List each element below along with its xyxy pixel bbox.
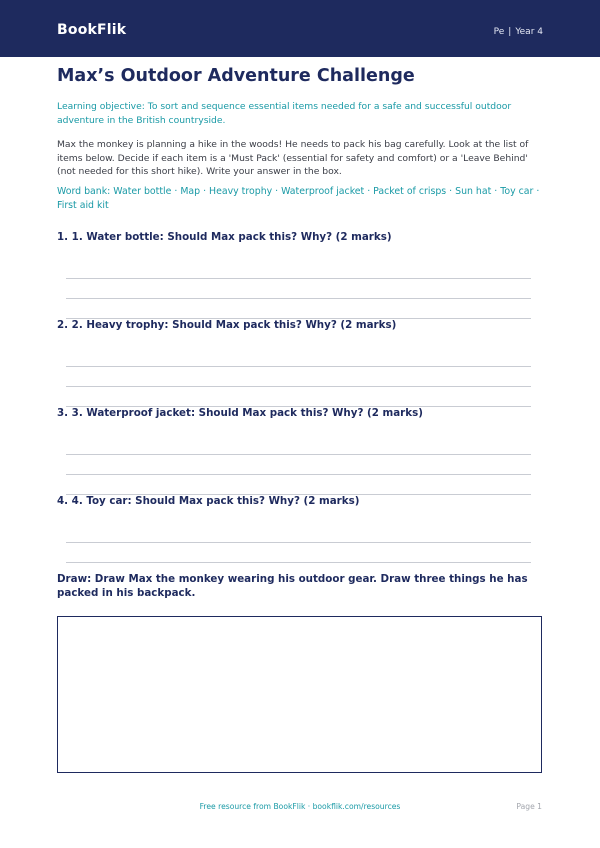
question-3: 3. 3. Waterproof jacket: Should Max pack this? Why? (2 marks) <box>57 407 423 419</box>
answer-line[interactable] <box>66 454 531 455</box>
brand-logo[interactable]: BookFlik <box>57 22 127 38</box>
answer-line[interactable] <box>66 366 531 367</box>
header-meta <box>494 27 543 37</box>
header-bar <box>0 0 600 57</box>
question-1: 1. 1. Water bottle: Should Max pack this? Why? (2 marks) <box>57 231 392 243</box>
answer-line[interactable] <box>66 542 531 543</box>
answer-line[interactable] <box>66 298 531 299</box>
intro-text: Max the monkey is planning a hike in the woods! He needs to pack his bag carefully. Look at the list of items below. Decide if each item is a 'Must Pack' (essential for safety and comfort) or a 'Leave Behind' (not needed for this short hike). Write your answer in the box. <box>57 139 529 177</box>
question-2: 2. 2. Heavy trophy: Should Max pack this? Why? (2 marks) <box>57 319 397 331</box>
question-4: 4. 4. Toy car: Should Max pack this? Why? (2 marks) <box>57 495 360 507</box>
year-label: Year 4 <box>515 27 543 37</box>
answer-line[interactable] <box>66 562 531 563</box>
page-number: Page 1 <box>516 802 542 811</box>
footer-credit[interactable]: Free resource from BookFlik · bookflik.com/resources <box>199 802 401 811</box>
learning-objective: Learning objective: To sort and sequence essential items needed for a safe and successful outdoor adventure in the British countryside. <box>57 101 512 126</box>
word-bank: Word bank: Water bottle · Map · Heavy trophy · Waterproof jacket · Packet of crisps · Sun hat · Toy car · First aid kit <box>57 186 540 211</box>
subject-label: Pe <box>493 27 505 37</box>
meta-separator: | <box>508 27 512 37</box>
worksheet-title: Max’s Outdoor Adventure Challenge <box>57 66 415 86</box>
answer-line[interactable] <box>66 386 531 387</box>
draw-prompt: Draw: Draw Max the monkey wearing his outdoor gear. Draw three things he has packed in his backpack. <box>57 573 528 599</box>
answer-line[interactable] <box>66 474 531 475</box>
drawing-box[interactable] <box>57 616 542 773</box>
answer-line[interactable] <box>66 278 531 279</box>
